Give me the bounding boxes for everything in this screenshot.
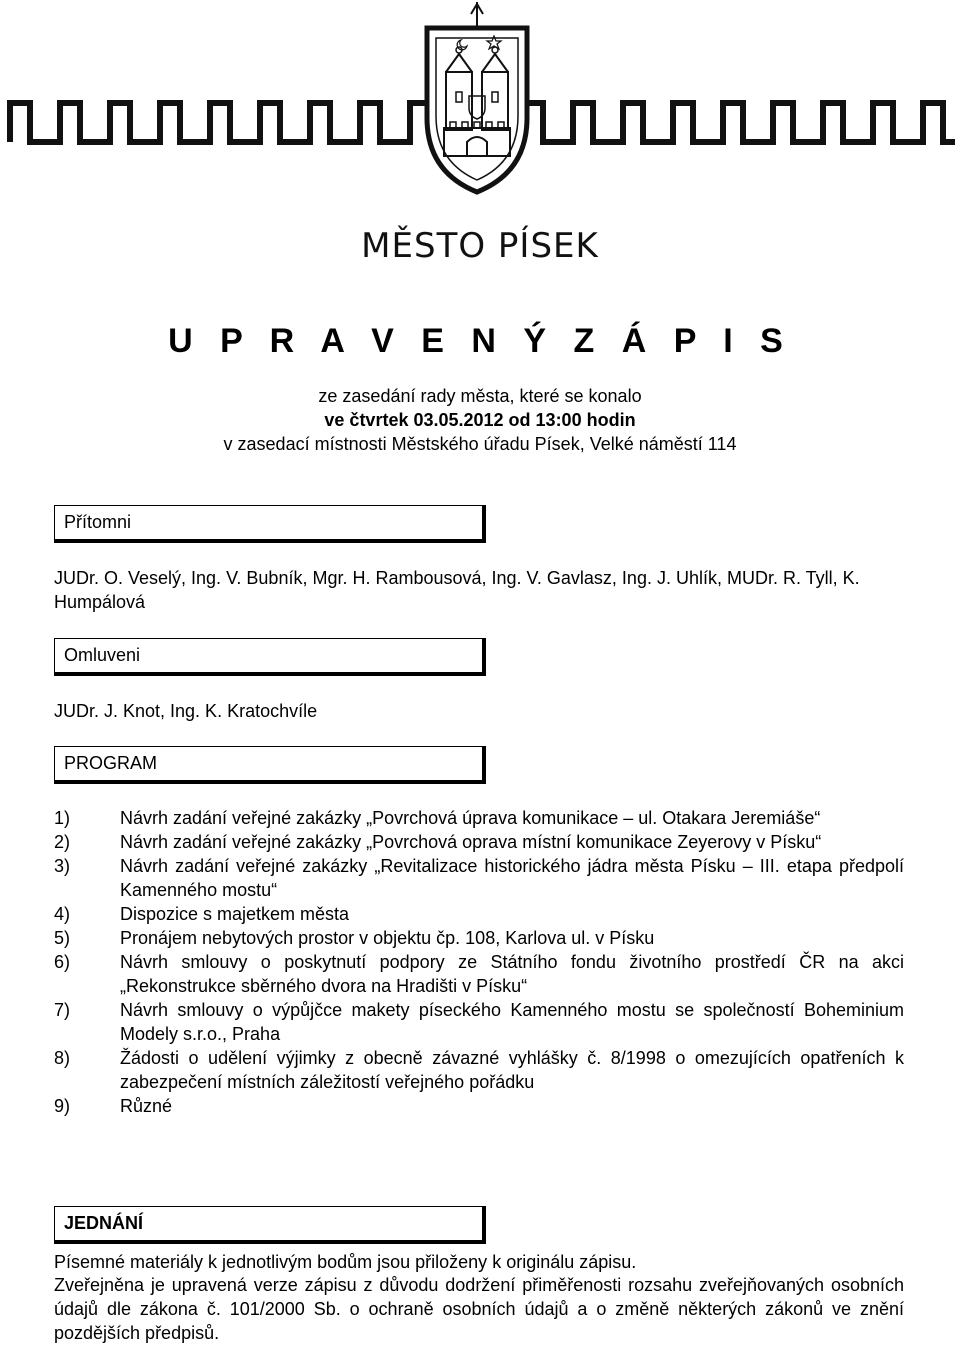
list-item xyxy=(54,1094,904,1118)
present-heading-box xyxy=(54,505,486,543)
city-coat-of-arms-header xyxy=(0,0,960,220)
meeting-date: ve čtvrtek 03.05.2012 od 13:00 hodin xyxy=(324,410,636,430)
list-item xyxy=(54,902,904,926)
excused-heading-box xyxy=(54,638,486,676)
present-names: JUDr. O. Veselý, Ing. V. Bubník, Mgr. H. Rambousová, Ing. V. Gavlasz, Ing. J. Uhlík, MUDr. R. Tyll, K. Humpálová xyxy=(54,568,860,612)
item-number: 7) xyxy=(54,1000,71,1020)
meeting-intro: ze zasedání rady města, které se konalo xyxy=(318,386,642,406)
item-text: Návrh smlouvy o výpůjčce makety píseckého Kamenného mostu se společností Boheminium Modely s.r.o., Praha xyxy=(120,1000,904,1044)
item-text: Návrh zadání veřejné zakázky „Povrchová úprava komunikace – ul. Otakara Jeremiáše“ xyxy=(120,808,821,828)
excused-heading: Omluveni xyxy=(64,645,141,665)
list-item xyxy=(54,854,904,902)
list-item xyxy=(54,998,904,1046)
item-number: 3) xyxy=(54,856,71,876)
item-text: Dispozice s majetkem města xyxy=(120,904,350,924)
document-title: U P R A V E N Ý Z Á P I S xyxy=(168,322,792,360)
crenellation-right xyxy=(528,103,955,142)
item-text: Návrh zadání veřejné zakázky „Revitalizace historického jádra města Písku – III. etapa předpolí Kamenného mostu“ xyxy=(120,856,904,900)
publication-note: Zveřejněna je upravená verze zápisu z důvodu dodržení přiměřenosti rozsahu zveřejňovaných osobních údajů dle zákona č. 101/2000 Sb. o ochraně osobních údajů a o změně některých zákonů ve znění pozdějších předpisů. xyxy=(54,1275,904,1343)
shield-icon xyxy=(427,2,527,192)
item-text: Pronájem nebytových prostor v objektu čp. 108, Karlova ul. v Písku xyxy=(120,928,655,948)
item-number: 1) xyxy=(54,808,71,828)
item-number: 8) xyxy=(54,1048,71,1068)
program-heading: PROGRAM xyxy=(64,753,158,773)
item-number: 9) xyxy=(54,1096,71,1116)
item-text: Žádosti o udělení výjimky z obecně závazné vyhlášky č. 8/1998 o omezujících opatřeních k zabezpečení místních záležitostí veřejného pořádku xyxy=(120,1048,904,1092)
list-item xyxy=(54,1046,904,1094)
item-number: 6) xyxy=(54,952,71,972)
list-item xyxy=(54,830,904,854)
item-text: Návrh smlouvy o poskytnutí podpory ze Státního fondu životního prostředí ČR na akci „Rekonstrukce sběrného dvora na Hradišti v Písku“ xyxy=(120,952,904,996)
crenellation-left xyxy=(10,103,425,142)
item-number: 4) xyxy=(54,904,71,924)
program-heading-box xyxy=(54,746,486,784)
proceedings-heading: JEDNÁNÍ xyxy=(64,1213,144,1233)
excused-names: JUDr. J. Knot, Ing. K. Kratochvíle xyxy=(54,701,318,721)
city-name-logo: MĚSTO PÍSEK xyxy=(361,226,599,266)
item-number: 2) xyxy=(54,832,71,852)
item-text: Návrh zadání veřejné zakázky „Povrchová oprava místní komunikace Zeyerovy v Písku“ xyxy=(120,832,822,852)
present-heading: Přítomni xyxy=(64,512,132,532)
attachments-note: Písemné materiály k jednotlivým bodům jsou přiloženy k originálu zápisu. xyxy=(54,1252,637,1272)
list-item xyxy=(54,926,904,950)
item-number: 5) xyxy=(54,928,71,948)
list-item xyxy=(54,806,904,830)
item-text: Různé xyxy=(120,1096,173,1116)
list-item xyxy=(54,950,904,998)
program-list xyxy=(54,806,904,1118)
meeting-location: v zasedací místnosti Městského úřadu Písek, Velké náměstí 114 xyxy=(223,434,737,454)
proceedings-heading-box xyxy=(54,1206,486,1244)
